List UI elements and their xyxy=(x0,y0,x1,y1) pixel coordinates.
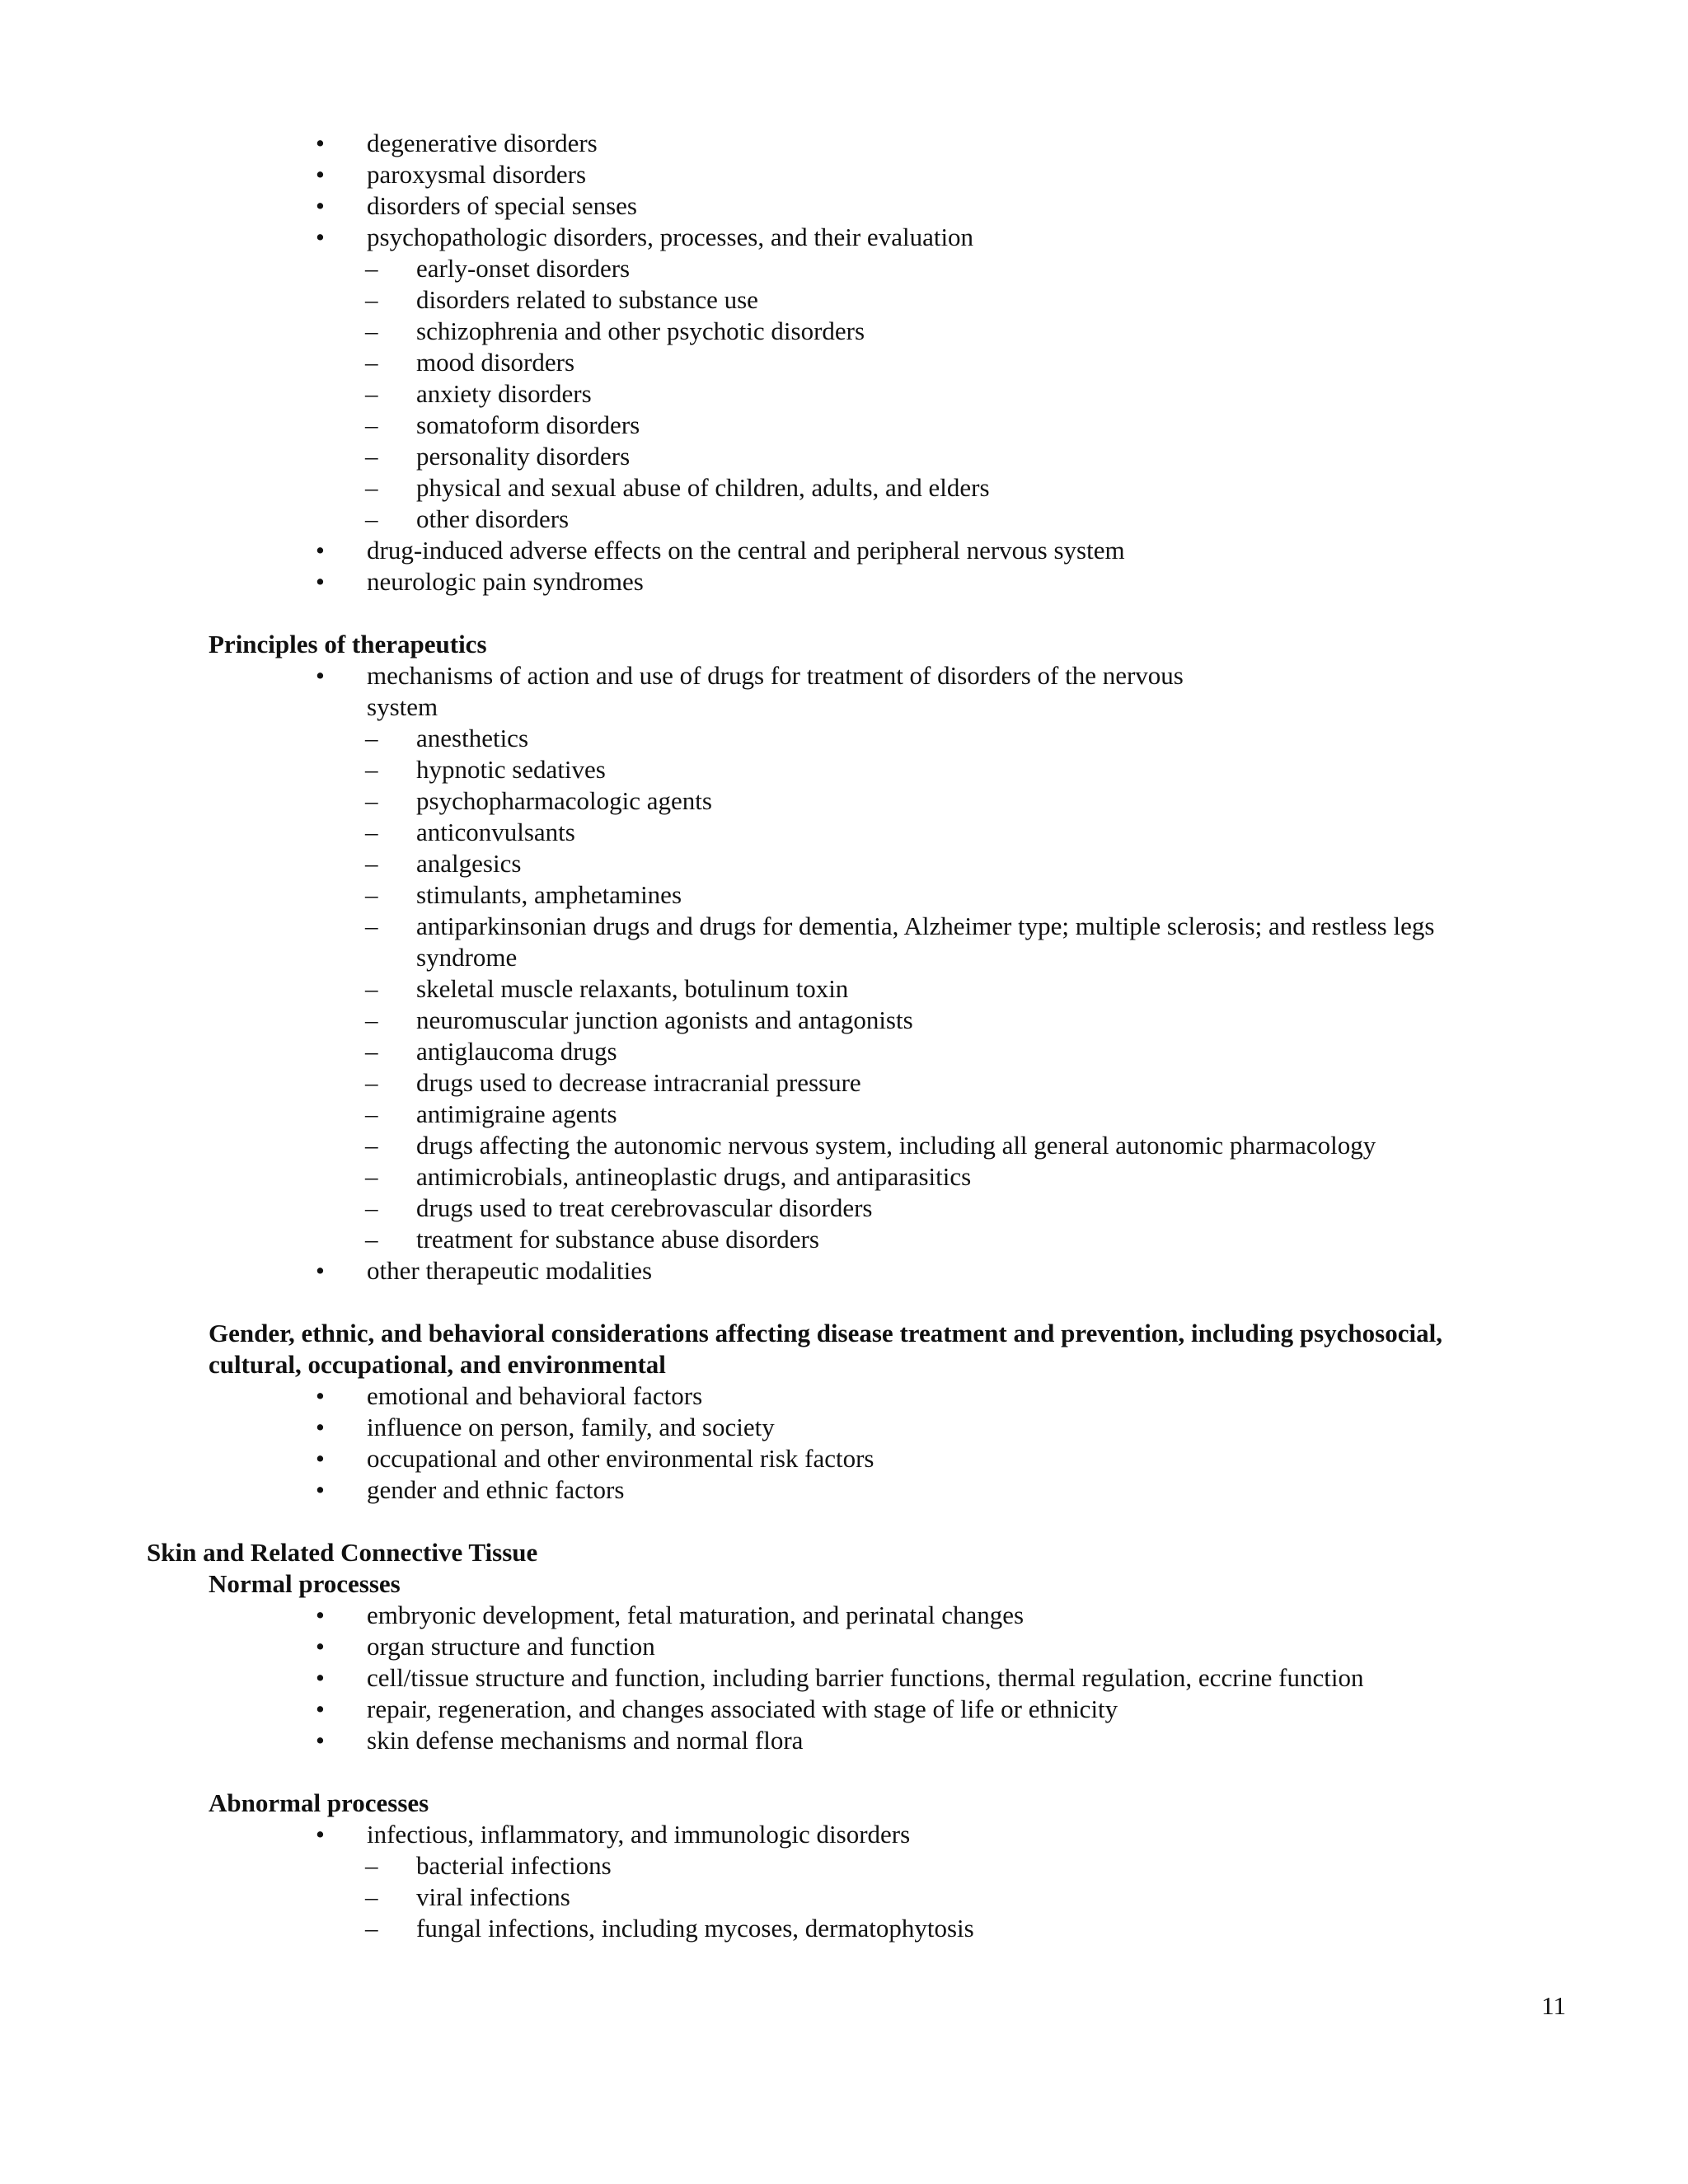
dash-marker: – xyxy=(365,1037,378,1066)
dash-marker: – xyxy=(365,285,378,314)
sub-item xyxy=(0,879,1688,911)
bullet-marker: • xyxy=(316,536,325,565)
bullet-item-text: other therapeutic modalities xyxy=(367,1256,653,1285)
bullet-item-text: cell/tissue structure and function, including barrier functions, thermal regulation, eccrine function xyxy=(367,1663,1364,1692)
bullet-marker: • xyxy=(316,1256,325,1285)
bullet-marker: • xyxy=(316,1726,325,1755)
outline-content xyxy=(0,128,1688,1944)
bullet-item xyxy=(0,1380,1688,1412)
sub-item-text: personality disorders xyxy=(416,442,631,471)
dash-marker: – xyxy=(365,1099,378,1128)
sub-item xyxy=(0,1067,1688,1099)
bullet-item-text: gender and ethnic factors xyxy=(367,1475,625,1504)
bullet-marker: • xyxy=(316,1413,325,1441)
sub-item xyxy=(0,253,1688,284)
bullet-item-text: paroxysmal disorders xyxy=(367,160,587,189)
sub-item-text: physical and sexual abuse of children, adults, and elders xyxy=(416,473,990,502)
sub-item xyxy=(0,848,1688,879)
bullet-item xyxy=(0,222,1688,253)
bullet-marker: • xyxy=(316,1632,325,1661)
sub-item-text: fungal infections, including mycoses, dermatophytosis xyxy=(416,1914,974,1943)
bullet-item xyxy=(0,566,1688,598)
bullet-item-text: neurologic pain syndromes xyxy=(367,567,644,596)
sub-item-text: analgesics xyxy=(416,849,522,878)
bullet-marker: • xyxy=(316,1381,325,1410)
bullet-item-continuation xyxy=(0,691,1688,723)
sub-item xyxy=(0,378,1688,410)
bullet-marker: • xyxy=(316,1444,325,1473)
subsection-heading-text: Gender, ethnic, and behavioral considerations affecting disease treatment and prevention, including psychosocial, xyxy=(209,1319,1442,1347)
dash-marker: – xyxy=(365,348,378,377)
sub-item xyxy=(0,347,1688,378)
dash-marker: – xyxy=(365,410,378,439)
subsection-heading-text: cultural, occupational, and environmental xyxy=(209,1350,666,1379)
bullet-item-text: infectious, inflammatory, and immunologic disorders xyxy=(367,1820,911,1849)
bullet-item xyxy=(0,660,1688,691)
sub-item xyxy=(0,316,1688,347)
bullet-marker: • xyxy=(316,1694,325,1723)
page-number: 11 xyxy=(1541,1991,1566,2020)
sub-item xyxy=(0,754,1688,785)
dash-marker: – xyxy=(365,818,378,846)
dash-marker: – xyxy=(365,786,378,815)
bullet-item-text: drug-induced adverse effects on the central and peripheral nervous system xyxy=(367,536,1125,565)
sub-item-text: stimulants, amphetamines xyxy=(416,880,682,909)
dash-marker: – xyxy=(365,1131,378,1160)
sub-item-text: somatoform disorders xyxy=(416,410,640,439)
dash-marker: – xyxy=(365,1162,378,1191)
spacer xyxy=(0,598,1688,629)
subsection-heading xyxy=(0,629,1688,660)
sub-item-text: bacterial infections xyxy=(416,1851,612,1880)
dash-marker: – xyxy=(365,1914,378,1943)
dash-marker: – xyxy=(365,724,378,752)
bullet-item xyxy=(0,1725,1688,1756)
sub-item-text: early-onset disorders xyxy=(416,254,631,283)
dash-marker: – xyxy=(365,504,378,533)
bullet-item xyxy=(0,159,1688,190)
sub-item xyxy=(0,1130,1688,1161)
sub-item-continuation xyxy=(0,942,1688,973)
spacer xyxy=(0,1506,1688,1537)
sub-item xyxy=(0,504,1688,535)
bullet-marker: • xyxy=(316,661,325,690)
sub-item-text: antimigraine agents xyxy=(416,1099,617,1128)
bullet-marker: • xyxy=(316,1820,325,1849)
bullet-marker: • xyxy=(316,160,325,189)
dash-marker: – xyxy=(365,849,378,878)
bullet-item-text: disorders of special senses xyxy=(367,191,637,220)
sub-item-text: skeletal muscle relaxants, botulinum toxin xyxy=(416,974,849,1003)
sub-item xyxy=(0,1161,1688,1193)
bullet-marker: • xyxy=(316,567,325,596)
section-heading xyxy=(0,1537,1688,1568)
dash-marker: – xyxy=(365,316,378,345)
sub-item xyxy=(0,1005,1688,1036)
dash-marker: – xyxy=(365,912,378,940)
dash-marker: – xyxy=(365,1851,378,1880)
subsection-heading xyxy=(0,1788,1688,1819)
bullet-item-text: organ structure and function xyxy=(367,1632,655,1661)
bullet-item xyxy=(0,1662,1688,1694)
dash-marker: – xyxy=(365,379,378,408)
sub-item-text: mood disorders xyxy=(416,348,575,377)
sub-item-text: other disorders xyxy=(416,504,570,533)
sub-item-text: syndrome xyxy=(416,943,518,972)
spacer xyxy=(0,1286,1688,1318)
sub-item-text: schizophrenia and other psychotic disorders xyxy=(416,316,865,345)
bullet-marker: • xyxy=(316,191,325,220)
bullet-item xyxy=(0,190,1688,222)
bullet-item-text: psychopathologic disorders, processes, and their evaluation xyxy=(367,223,974,251)
dash-marker: – xyxy=(365,1005,378,1034)
subsection-heading-text: Normal processes xyxy=(209,1569,401,1598)
bullet-item-text: occupational and other environmental risk factors xyxy=(367,1444,874,1473)
sub-item xyxy=(0,1224,1688,1255)
bullet-item xyxy=(0,1694,1688,1725)
sub-item-text: neuromuscular junction agonists and antagonists xyxy=(416,1005,913,1034)
bullet-item xyxy=(0,1631,1688,1662)
bullet-item-text: system xyxy=(367,692,438,721)
sub-item xyxy=(0,284,1688,316)
bullet-item xyxy=(0,128,1688,159)
section-heading-text: Skin and Related Connective Tissue xyxy=(147,1538,538,1567)
dash-marker: – xyxy=(365,254,378,283)
sub-item xyxy=(0,1036,1688,1067)
bullet-item xyxy=(0,1600,1688,1631)
bullet-marker: • xyxy=(316,1601,325,1629)
subsection-heading xyxy=(0,1568,1688,1600)
dash-marker: – xyxy=(365,1193,378,1222)
dash-marker: – xyxy=(365,473,378,502)
bullet-item-text: influence on person, family, and society xyxy=(367,1413,775,1441)
bullet-item xyxy=(0,1819,1688,1850)
bullet-item-text: embryonic development, fetal maturation, and perinatal changes xyxy=(367,1601,1025,1629)
sub-item-text: treatment for substance abuse disorders xyxy=(416,1225,819,1254)
sub-item xyxy=(0,441,1688,472)
bullet-marker: • xyxy=(316,223,325,251)
subsection-heading-text: Principles of therapeutics xyxy=(209,630,487,658)
sub-item xyxy=(0,1099,1688,1130)
sub-item xyxy=(0,1882,1688,1913)
sub-item xyxy=(0,973,1688,1005)
bullet-item-text: degenerative disorders xyxy=(367,129,598,157)
sub-item xyxy=(0,472,1688,504)
sub-item-text: antiglaucoma drugs xyxy=(416,1037,617,1066)
bullet-marker: • xyxy=(316,129,325,157)
sub-item xyxy=(0,1193,1688,1224)
subsection-heading xyxy=(0,1349,1688,1380)
bullet-item xyxy=(0,535,1688,566)
subsection-heading xyxy=(0,1318,1688,1349)
sub-item-text: hypnotic sedatives xyxy=(416,755,606,784)
sub-item-text: antimicrobials, antineoplastic drugs, and antiparasitics xyxy=(416,1162,972,1191)
bullet-marker: • xyxy=(316,1663,325,1692)
sub-item-text: drugs used to decrease intracranial pressure xyxy=(416,1068,861,1097)
bullet-item-text: repair, regeneration, and changes associated with stage of life or ethnicity xyxy=(367,1694,1118,1723)
bullet-item xyxy=(0,1474,1688,1506)
bullet-marker: • xyxy=(316,1475,325,1504)
bullet-item xyxy=(0,1443,1688,1474)
subsection-heading-text: Abnormal processes xyxy=(209,1788,429,1817)
sub-item xyxy=(0,723,1688,754)
dash-marker: – xyxy=(365,1882,378,1911)
dash-marker: – xyxy=(365,974,378,1003)
sub-item-text: anesthetics xyxy=(416,724,529,752)
sub-item-text: anticonvulsants xyxy=(416,818,575,846)
bullet-item xyxy=(0,1412,1688,1443)
sub-item-text: drugs affecting the autonomic nervous system, including all general autonomic pharmacology xyxy=(416,1131,1376,1160)
sub-item xyxy=(0,785,1688,817)
bullet-item-text: emotional and behavioral factors xyxy=(367,1381,703,1410)
spacer xyxy=(0,1756,1688,1788)
sub-item xyxy=(0,817,1688,848)
sub-item-text: viral infections xyxy=(416,1882,570,1911)
sub-item xyxy=(0,911,1688,942)
bullet-item-text: skin defense mechanisms and normal flora xyxy=(367,1726,804,1755)
sub-item xyxy=(0,1850,1688,1882)
sub-item xyxy=(0,1913,1688,1944)
dash-marker: – xyxy=(365,755,378,784)
sub-item-text: disorders related to substance use xyxy=(416,285,758,314)
sub-item xyxy=(0,410,1688,441)
bullet-item xyxy=(0,1255,1688,1286)
sub-item-text: drugs used to treat cerebrovascular disorders xyxy=(416,1193,873,1222)
sub-item-text: psychopharmacologic agents xyxy=(416,786,712,815)
dash-marker: – xyxy=(365,880,378,909)
sub-item-text: antiparkinsonian drugs and drugs for dementia, Alzheimer type; multiple sclerosis; and restless legs xyxy=(416,912,1435,940)
sub-item-text: anxiety disorders xyxy=(416,379,592,408)
dash-marker: – xyxy=(365,442,378,471)
dash-marker: – xyxy=(365,1068,378,1097)
bullet-item-text: mechanisms of action and use of drugs for treatment of disorders of the nervous xyxy=(367,661,1184,690)
dash-marker: – xyxy=(365,1225,378,1254)
